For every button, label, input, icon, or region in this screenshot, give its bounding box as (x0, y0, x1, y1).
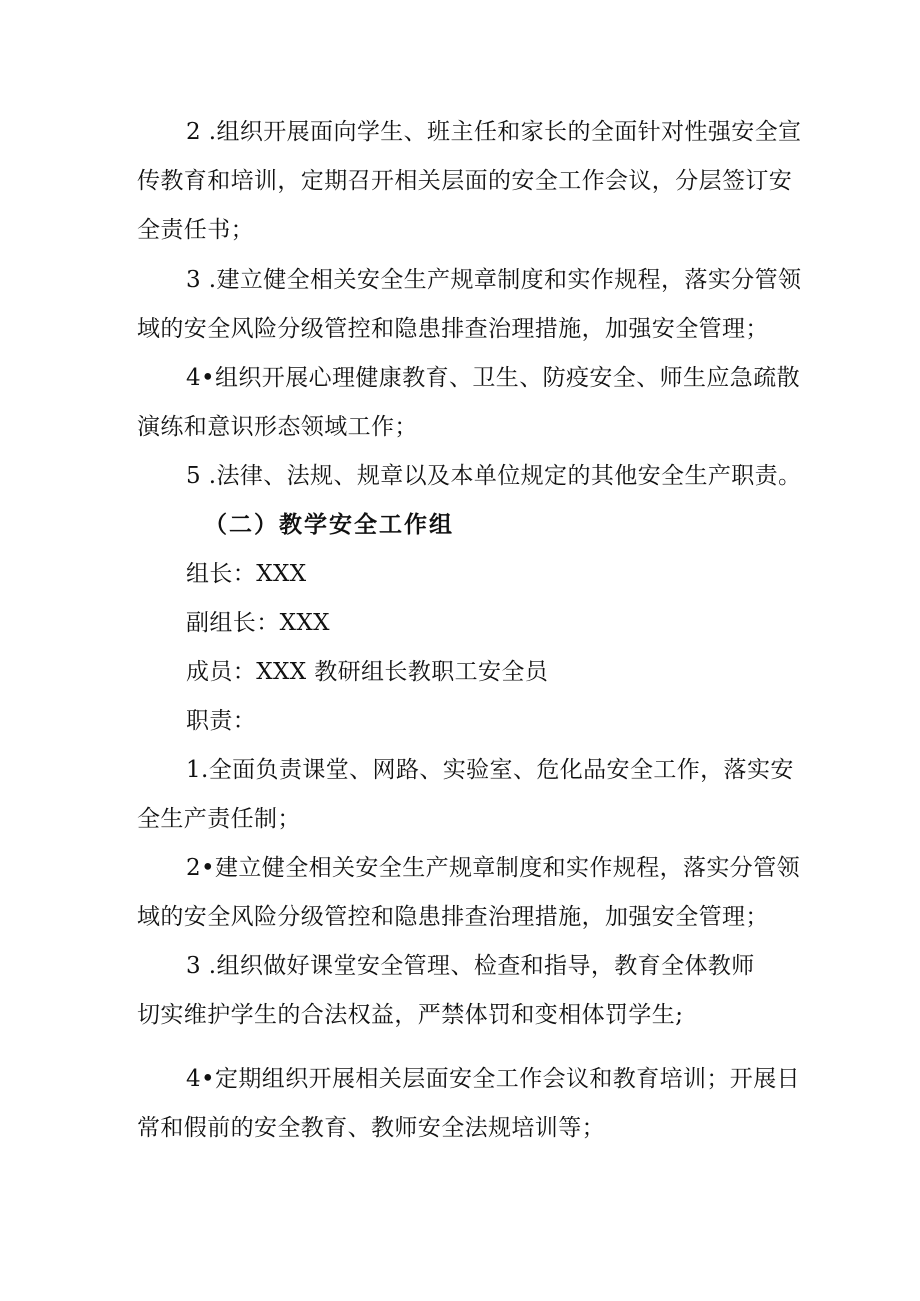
team-members: 成员：XXX 教研组长教职工安全员 (186, 659, 549, 685)
item-2-line-3: 全责任书； (137, 217, 254, 243)
duties-label: 职责： (186, 708, 257, 734)
item-2-line-2: 传教育和培训，定期召开相关层面的安全工作会议，分层签订安 (137, 168, 793, 194)
team-leader: 组长：XXX (186, 561, 307, 587)
item-3-line-1: 3 .建立健全相关安全生产规章制度和实作规程，落实分管领 (186, 267, 802, 293)
duty-1-line-1: 1.全面负责课堂、网路、实验室、危化品安全工作，落实安 (186, 757, 794, 783)
section-heading: （二）教学安全工作组 (204, 511, 454, 538)
item-5-line-1: 5 .法律、法规、规章以及本单位规定的其他安全生产职责。 (186, 463, 802, 489)
item-2-line-1: 2 .组织开展面向学生、班主任和家长的全面针对性强安全宣 (186, 119, 802, 145)
duty-3-line-1: 3 .组织做好课堂安全管理、检查和指导，教育全体教师 (186, 953, 755, 979)
item-4-line-1: 4•组织开展心理健康教育、卫生、防疫安全、师生应急疏散 (186, 365, 800, 391)
duty-3-line-2: 切实维护学生的合法权益，严禁体罚和变相体罚学生; (137, 1002, 684, 1028)
item-3-line-2: 域的安全风险分级管控和隐患排查治理措施，加强安全管理； (137, 316, 769, 342)
duty-4-line-1: 4•定期组织开展相关层面安全工作会议和教育培训；开展日 (186, 1066, 800, 1092)
deputy-team-leader: 副组长：XXX (186, 610, 330, 636)
duty-4-line-2: 常和假前的安全教育、教师安全法规培训等； (137, 1115, 605, 1141)
duty-2-line-1: 2•建立健全相关安全生产规章制度和实作规程，落实分管领 (186, 855, 800, 881)
duty-2-line-2: 域的安全风险分级管控和隐患排查治理措施，加强安全管理； (137, 904, 769, 930)
duty-1-line-2: 全生产责任制； (137, 806, 301, 832)
item-4-line-2: 演练和意识形态领域工作； (137, 414, 418, 440)
